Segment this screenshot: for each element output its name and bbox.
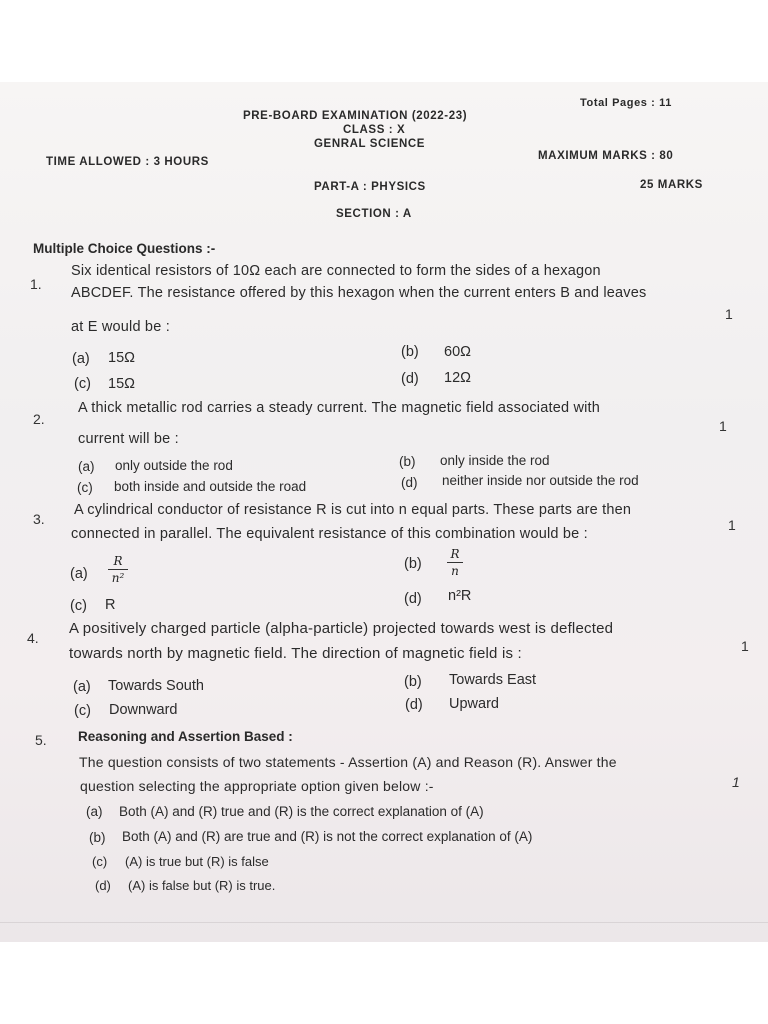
question-number: 5.	[35, 732, 47, 748]
question-line: towards north by magnetic field. The direction of magnetic field is :	[69, 645, 522, 662]
exam-title: PRE-BOARD EXAMINATION (2022-23)	[243, 110, 468, 122]
option-label: (b)	[404, 556, 422, 572]
question-line: A cylindrical conductor of resistance R is cut into n equal parts. These parts are then	[74, 502, 632, 518]
option-label: (a)	[70, 566, 88, 582]
option-text: only outside the rod	[115, 458, 233, 473]
option-text: (A) is false but (R) is true.	[128, 878, 276, 893]
option-label: (a)	[78, 459, 95, 474]
option-text: (A) is true but (R) is false	[125, 854, 269, 869]
option-label: (c)	[70, 598, 87, 614]
option-text: 15Ω	[108, 350, 135, 366]
option-label: (a)	[73, 679, 91, 695]
option-text: neither inside nor outside the rod	[442, 473, 639, 488]
time-allowed: TIME ALLOWED : 3 HOURS	[46, 156, 209, 168]
question-marks: 1	[741, 638, 749, 654]
question-line: question selecting the appropriate option given below :-	[80, 778, 434, 794]
question-marks: 1	[732, 774, 740, 790]
option-text: 60Ω	[444, 344, 471, 360]
fraction-numerator: R	[113, 554, 123, 568]
option-label: (d)	[401, 475, 418, 490]
option-label: (c)	[74, 376, 91, 392]
fraction-numerator: R	[450, 547, 460, 561]
question-line: connected in parallel. The equivalent resistance of this combination would be :	[71, 526, 588, 542]
option-text: Towards East	[449, 672, 537, 688]
question-marks: 1	[725, 306, 733, 322]
fraction-r-over-n-squared	[108, 554, 128, 585]
option-text: both inside and outside the road	[114, 479, 307, 494]
option-text: 12Ω	[444, 370, 471, 386]
question-marks: 1	[719, 418, 727, 434]
option-text: R	[105, 597, 116, 613]
fraction-bar	[108, 569, 128, 570]
question-number: 1.	[30, 276, 42, 292]
question-number: 3.	[33, 511, 45, 527]
question-line: current will be :	[78, 431, 179, 447]
question-number: 4.	[27, 630, 39, 646]
paper-fold-line	[0, 922, 768, 923]
part-title: PART-A : PHYSICS	[314, 181, 426, 193]
option-label: (b)	[401, 344, 419, 360]
option-text: Towards South	[108, 678, 204, 694]
fraction-bar	[447, 562, 463, 563]
question-number: 2.	[33, 411, 45, 427]
question-line: The question consists of two statements - Assertion (A) and Reason (R). Answer the	[79, 754, 617, 770]
exam-paper	[0, 82, 768, 942]
maximum-marks: MAXIMUM MARKS : 80	[538, 150, 674, 162]
part-marks: 25 MARKS	[640, 179, 703, 191]
question-line: ABCDEF. The resistance offered by this hexagon when the current enters B and leaves	[71, 285, 647, 301]
option-text: Upward	[449, 696, 499, 712]
question-line: A thick metallic rod carries a steady current. The magnetic field associated with	[78, 400, 601, 416]
option-label: (b)	[404, 674, 422, 690]
option-label: (b)	[89, 830, 106, 845]
option-text: only inside the rod	[440, 453, 550, 468]
fraction-denominator: n	[451, 564, 459, 578]
question-line: A positively charged particle (alpha-particle) projected towards west is deflected	[69, 620, 614, 637]
question-line: Six identical resistors of 10Ω each are connected to form the sides of a hexagon	[71, 263, 601, 279]
question-heading: Reasoning and Assertion Based :	[78, 729, 293, 744]
option-label: (d)	[401, 371, 419, 387]
option-label: (d)	[404, 591, 422, 607]
option-label: (c)	[92, 854, 108, 869]
option-label: (d)	[405, 697, 423, 713]
option-label: (b)	[399, 454, 416, 469]
fraction-denominator: n²	[111, 571, 125, 585]
fraction-r-over-n	[447, 547, 463, 578]
option-label: (a)	[86, 804, 103, 819]
option-label: (c)	[77, 480, 93, 495]
total-pages: Total Pages : 11	[580, 97, 672, 109]
option-label: (d)	[95, 878, 111, 893]
question-marks: 1	[728, 517, 736, 533]
option-text: Downward	[109, 702, 178, 718]
option-label: (c)	[74, 703, 91, 719]
section-title: SECTION : A	[336, 208, 412, 220]
mcq-heading: Multiple Choice Questions :-	[33, 241, 216, 256]
subject-label: GENRAL SCIENCE	[314, 138, 426, 150]
class-label: CLASS : X	[343, 124, 406, 136]
option-text: Both (A) and (R) are true and (R) is not the correct explanation of (A)	[122, 829, 533, 844]
option-text: n²R	[448, 588, 472, 604]
option-text: 15Ω	[108, 376, 135, 392]
question-line: at E would be :	[71, 319, 170, 335]
option-label: (a)	[72, 351, 90, 367]
option-text: Both (A) and (R) true and (R) is the correct explanation of (A)	[119, 804, 484, 819]
